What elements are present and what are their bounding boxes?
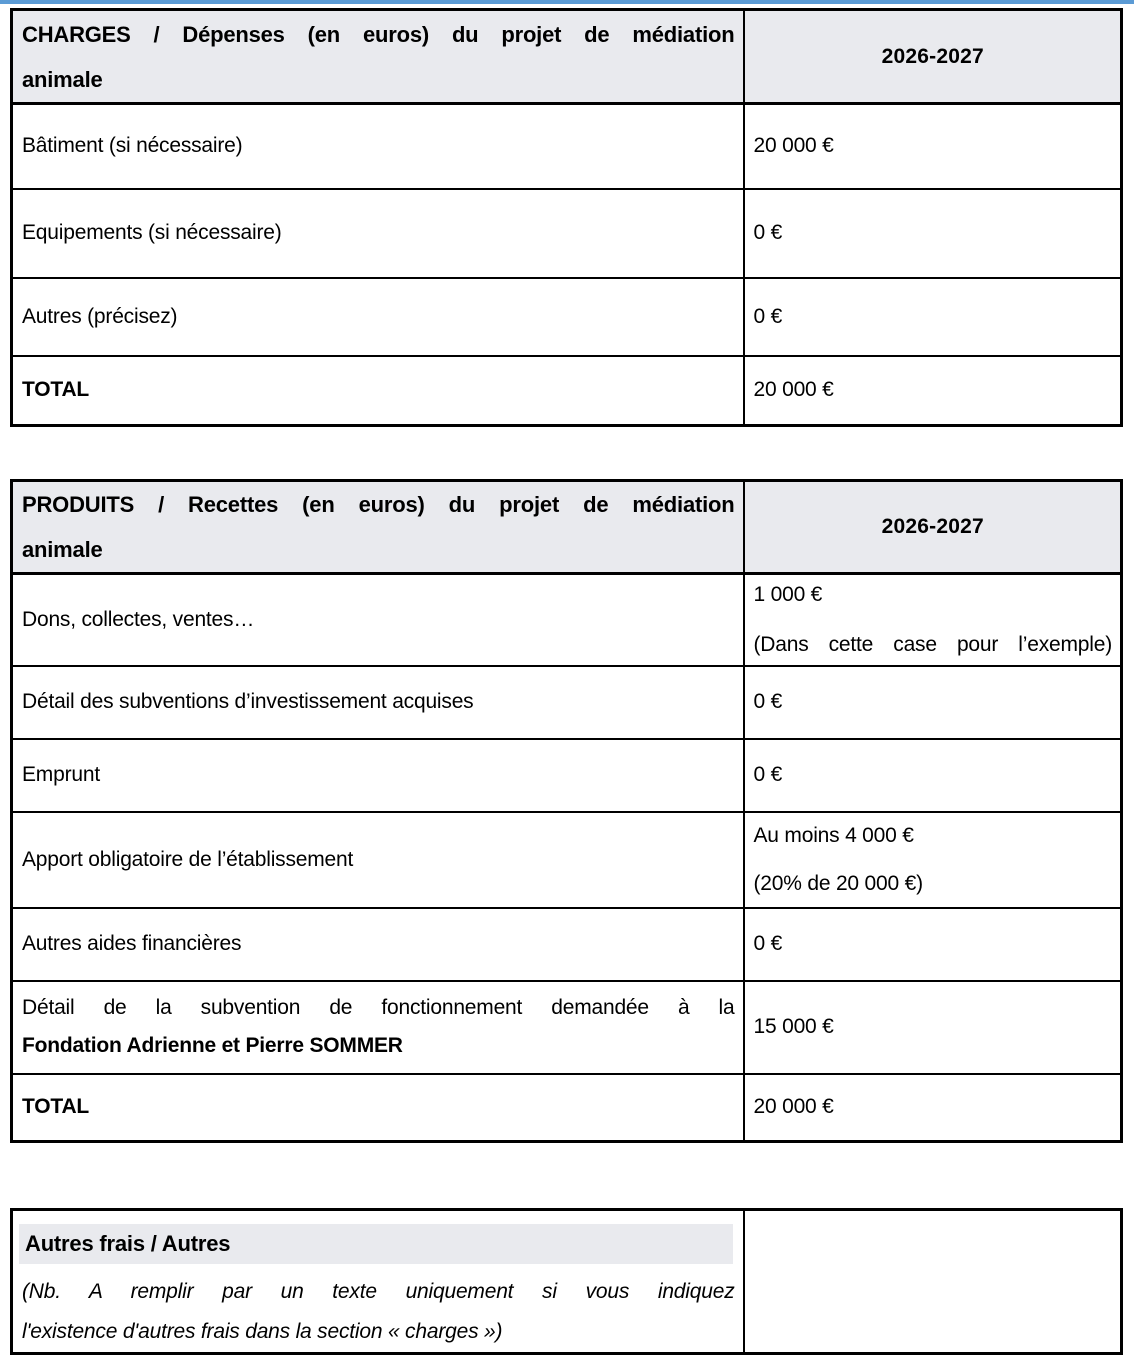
row-label-line2: Fondation Adrienne et Pierre SOMMER xyxy=(22,1034,403,1057)
row-value-cell: 15 000 € xyxy=(744,981,1122,1074)
row-label-cell: Equipements (si nécessaire) xyxy=(12,189,744,278)
row-value-cell: 0 € xyxy=(744,908,1122,981)
table-row xyxy=(12,666,1122,739)
table-row xyxy=(12,908,1122,981)
row-label-cell: Emprunt xyxy=(12,739,744,812)
charges-title-line2: animale xyxy=(22,66,103,92)
row-value-note: (Dans cette case pour l’exemple) xyxy=(753,632,1112,656)
total-value-cell: 20 000 € xyxy=(744,356,1122,426)
charges-period-cell: 2026-2027 xyxy=(744,10,1122,104)
autres-frais-value-cell xyxy=(744,1210,1122,1354)
row-value-cell: 0 € xyxy=(744,189,1122,278)
charges-title-cell xyxy=(12,10,744,104)
produits-table xyxy=(10,479,1123,1143)
row-label-cell: Apport obligatoire de l’établissement xyxy=(12,812,744,908)
row-value-cell xyxy=(744,574,1122,666)
total-label-cell: TOTAL xyxy=(12,1074,744,1142)
row-value-note: (20% de 20 000 €) xyxy=(753,871,923,895)
produits-title-line1: PRODUITS / Recettes (en euros) du projet de médiation xyxy=(22,492,735,517)
row-label-cell: Bâtiment (si nécessaire) xyxy=(12,104,744,189)
autres-frais-heading: Autres frais / Autres xyxy=(19,1224,733,1264)
table-row xyxy=(12,981,1122,1074)
autres-frais-label-cell xyxy=(12,1210,744,1354)
row-label-cell: Autres (précisez) xyxy=(12,278,744,356)
table-row xyxy=(12,189,1122,278)
row-label-cell xyxy=(12,981,744,1074)
autres-frais-row xyxy=(12,1210,1122,1354)
total-value-cell: 20 000 € xyxy=(744,1074,1122,1142)
row-label-cell: Autres aides financières xyxy=(12,908,744,981)
table-row xyxy=(12,812,1122,908)
row-label-line1: Détail de la subvention de fonctionnement demandée à la xyxy=(22,996,735,1019)
row-label-cell: Détail des subventions d’investissement acquises xyxy=(12,666,744,739)
autres-frais-note-line2: l'existence d'autres frais dans la section « charges ») xyxy=(22,1320,503,1343)
produits-period-cell: 2026-2027 xyxy=(744,481,1122,574)
row-value-cell: 0 € xyxy=(744,666,1122,739)
charges-header-row xyxy=(12,10,1122,104)
row-value: Au moins 4 000 € xyxy=(753,823,914,847)
row-value-cell: 20 000 € xyxy=(744,104,1122,189)
produits-header-row xyxy=(12,481,1122,574)
total-label-cell: TOTAL xyxy=(12,356,744,426)
page-top-accent-line xyxy=(0,0,1134,4)
table-row xyxy=(12,739,1122,812)
table-row xyxy=(12,278,1122,356)
autres-frais-note-line1: (Nb. A remplir par un texte uniquement si vous indiquez xyxy=(22,1280,735,1303)
produits-title-cell xyxy=(12,481,744,574)
produits-total-row xyxy=(12,1074,1122,1142)
row-label-cell: Dons, collectes, ventes… xyxy=(12,574,744,666)
table-row xyxy=(12,574,1122,666)
table-row xyxy=(12,104,1122,189)
charges-table xyxy=(10,8,1123,427)
row-value-cell: 0 € xyxy=(744,278,1122,356)
row-value: 1 000 € xyxy=(753,582,823,606)
row-value-cell xyxy=(744,812,1122,908)
row-value-cell: 0 € xyxy=(744,739,1122,812)
charges-total-row xyxy=(12,356,1122,426)
charges-title-line1: CHARGES / Dépenses (en euros) du projet de médiation xyxy=(22,21,735,47)
produits-title-line2: animale xyxy=(22,537,103,562)
autres-frais-table xyxy=(10,1208,1123,1355)
